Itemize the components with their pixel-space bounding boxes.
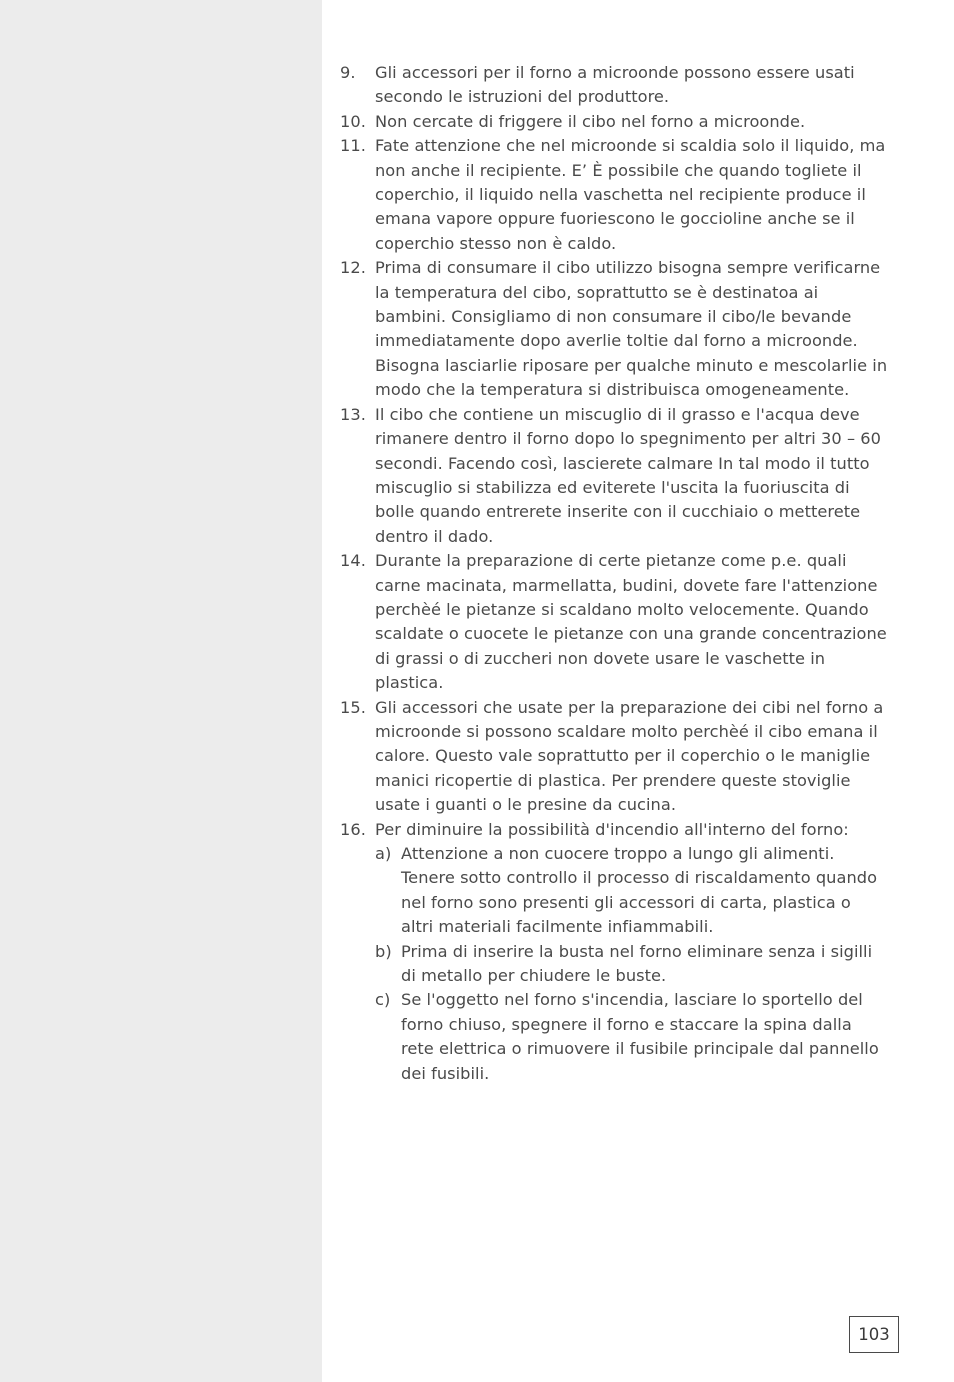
sub-list-item bbox=[375, 940, 888, 989]
item-text: Gli accessori che usate per la preparazione dei cibi nel forno a microonde si possono scaldare molto perchèé il cibo emana il calore. Questo vale soprattutto per il coperchio o le maniglie manici ricopertie di plastica. Per prendere queste stoviglie usate i guanti o le presine da cucina. bbox=[375, 697, 884, 815]
list-item bbox=[340, 696, 888, 818]
list-item bbox=[340, 403, 888, 549]
instructions-text bbox=[340, 61, 888, 1086]
item-number: 9. bbox=[340, 63, 356, 82]
item-text: Durante la preparazione di certe pietanze come p.e. quali carne macinata, marmellatta, budini, dovete fare l'attenzione perchèé le pietanze si scaldano molto velocemente. Quando scaldate o cuocete le pietanze con una grande concentrazione di grassi o di zuccheri non dovete usare le vaschette in plastica. bbox=[375, 551, 887, 693]
sub-item-text: Attenzione a non cuocere troppo a lungo gli alimenti. Tenere sotto controllo il processo di riscaldamento quando nel forno sono presenti gli accessori di carta, plastica o altri materiali facilmente infiammabili. bbox=[401, 844, 878, 937]
item-text: Gli accessori per il forno a microonde possono essere usati secondo le istruzioni del produttore. bbox=[375, 63, 855, 107]
list-item bbox=[340, 818, 888, 1086]
item-text: Non cercate di friggere il cibo nel forno a microonde. bbox=[375, 111, 806, 131]
item-text: Prima di consumare il cibo utilizzo bisogna sempre verificarne la temperatura del cibo, soprattutto se è destinatoa ai bambini. Consigliamo di non consumare il cibo/le bevande immediatamente dopo averlie toltie dal forno a microonde. Bisogna lasciarlie riposare per qualche minuto e mescolarlie in modo che la temperatura si distribuisca omogeneamente. bbox=[375, 258, 888, 400]
page-number: 103 bbox=[849, 1316, 899, 1353]
sub-item-letter: c) bbox=[375, 990, 391, 1010]
sub-item-letter: b) bbox=[375, 941, 392, 961]
list-item bbox=[340, 110, 888, 134]
sub-list-item bbox=[375, 988, 888, 1086]
left-margin-panel bbox=[0, 0, 322, 1382]
list-item bbox=[340, 549, 888, 695]
list-item bbox=[340, 134, 888, 256]
item-number: 15. bbox=[340, 697, 366, 717]
instruction-list bbox=[340, 61, 888, 1086]
item-number: 14. bbox=[340, 551, 366, 571]
sub-list bbox=[375, 842, 888, 1086]
sub-item-letter: a) bbox=[375, 844, 392, 863]
item-number: 11. bbox=[340, 136, 366, 156]
item-text: Il cibo che contiene un miscuglio di il grasso e l'acqua deve rimanere dentro il forno dopo lo spegnimento per altri 30 – 60 secondi. Facendo così, lascierete calmare In tal modo il tutto miscuglio si stabilizza ed eviterete l'uscita la fuoriuscita di bolle quando entrerete inserite con il cucchiaio o metterete dentro il dado. bbox=[375, 404, 881, 546]
sub-item-text: Prima di inserire la busta nel forno eliminare senza i sigilli di metallo per chiudere le buste. bbox=[401, 941, 873, 986]
item-number: 13. bbox=[340, 404, 366, 424]
item-number: 10. bbox=[340, 111, 366, 131]
sub-list-item bbox=[375, 842, 888, 940]
list-item bbox=[340, 256, 888, 402]
list-item bbox=[340, 61, 888, 110]
item-number: 12. bbox=[340, 258, 366, 278]
sub-item-text: Se l'oggetto nel forno s'incendia, lasciare lo sportello del forno chiuso, spegnere il forno e staccare la spina dalla rete elettrica o rimuovere il fusibile principale dal pannello dei fusibili. bbox=[401, 990, 879, 1083]
item-text: Fate attenzione che nel microonde si scaldia solo il liquido, ma non anche il recipiente. E’ È possibile che quando togliete il coperchio, il liquido nella vaschetta nel recipiente produce il emana vapore oppure fuoriescono le goccioline anche se il coperchio stesso non è caldo. bbox=[375, 136, 886, 253]
item-text: Per diminuire la possibilità d'incendio all'interno del forno: bbox=[375, 819, 849, 839]
item-number: 16. bbox=[340, 819, 366, 839]
